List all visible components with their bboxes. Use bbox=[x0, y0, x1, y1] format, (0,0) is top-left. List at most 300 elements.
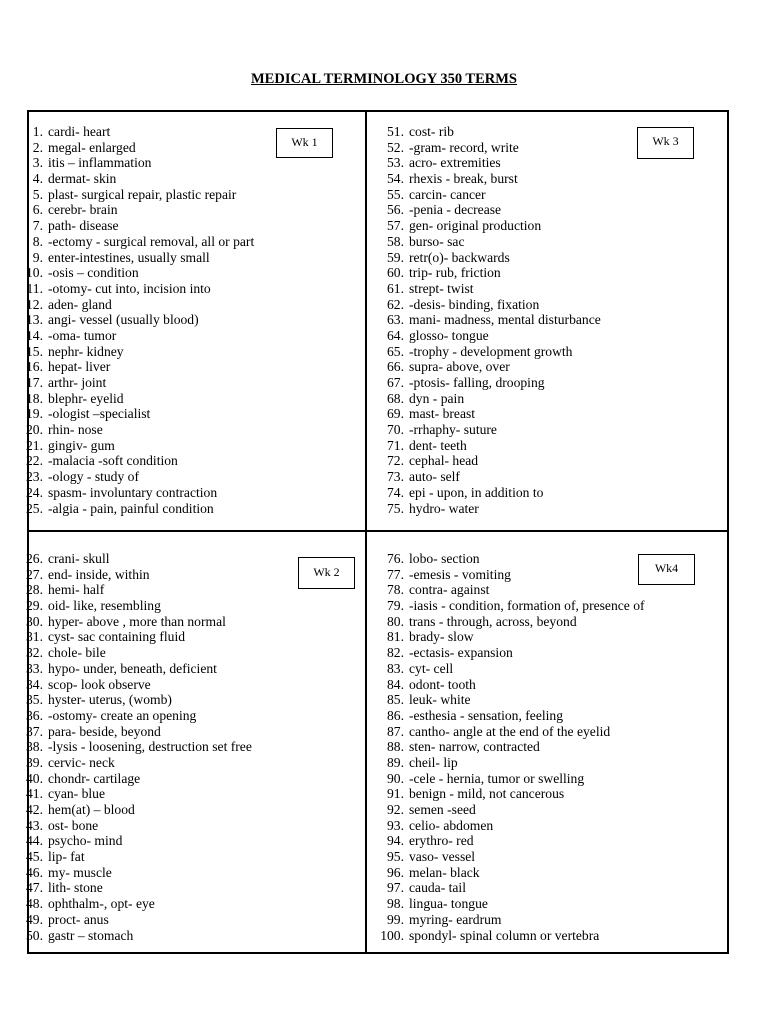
term-text: -algia - pain, painful condition bbox=[48, 500, 214, 516]
term-item bbox=[380, 187, 601, 203]
term-item bbox=[19, 187, 254, 203]
term-text: sten- narrow, contracted bbox=[409, 739, 540, 755]
term-number: 90. bbox=[387, 770, 404, 786]
term-item bbox=[19, 645, 252, 661]
term-number: 91. bbox=[387, 786, 404, 802]
term-number: 12. bbox=[26, 296, 43, 312]
term-text: hydro- water bbox=[409, 500, 479, 516]
term-item bbox=[19, 312, 254, 328]
term-number: 65. bbox=[387, 343, 404, 359]
term-text: hepat- liver bbox=[48, 359, 111, 375]
term-number: 25. bbox=[26, 500, 43, 516]
term-item bbox=[380, 645, 645, 661]
term-item bbox=[380, 438, 601, 454]
term-item bbox=[19, 849, 252, 865]
term-item bbox=[19, 786, 252, 802]
term-text: cauda- tail bbox=[409, 880, 466, 896]
term-item bbox=[19, 912, 252, 928]
term-item bbox=[19, 140, 254, 156]
term-number: 79. bbox=[387, 598, 404, 614]
term-text: hemi- half bbox=[48, 582, 105, 598]
term-item bbox=[380, 896, 645, 912]
term-item bbox=[380, 818, 645, 834]
term-text: my- muscle bbox=[48, 864, 112, 880]
term-number: 1. bbox=[32, 124, 43, 139]
term-item bbox=[19, 202, 254, 218]
term-text: cyst- sac containing fluid bbox=[48, 629, 186, 645]
term-number: 88. bbox=[387, 739, 404, 755]
term-list bbox=[19, 124, 254, 516]
term-item bbox=[19, 802, 252, 818]
term-item bbox=[380, 880, 645, 896]
term-text: brady- slow bbox=[409, 629, 474, 645]
term-item bbox=[19, 598, 252, 614]
term-text: cervic- neck bbox=[48, 754, 115, 770]
term-text: cost- rib bbox=[409, 124, 454, 139]
term-item bbox=[380, 629, 645, 645]
term-item bbox=[19, 234, 254, 250]
term-item bbox=[19, 438, 254, 454]
term-number: 97. bbox=[387, 880, 404, 896]
term-text: lip- fat bbox=[48, 849, 85, 865]
quadrant-week-3 bbox=[380, 124, 601, 516]
term-text: -ectomy - surgical removal, all or part bbox=[48, 233, 255, 249]
term-number: 59. bbox=[387, 249, 404, 265]
term-number: 22. bbox=[26, 453, 43, 469]
term-text: vaso- vessel bbox=[409, 849, 476, 865]
term-number: 28. bbox=[26, 582, 43, 598]
term-number: 45. bbox=[26, 849, 43, 865]
term-item bbox=[380, 218, 601, 234]
term-number: 71. bbox=[387, 437, 404, 453]
term-text: acro- extremities bbox=[409, 155, 501, 171]
term-item bbox=[380, 485, 601, 501]
term-item bbox=[19, 422, 254, 438]
term-number: 84. bbox=[387, 676, 404, 692]
term-item bbox=[19, 582, 252, 598]
term-number: 99. bbox=[387, 911, 404, 927]
term-number: 66. bbox=[387, 359, 404, 375]
term-number: 69. bbox=[387, 406, 404, 422]
term-number: 26. bbox=[26, 551, 43, 566]
term-number: 17. bbox=[26, 375, 43, 390]
term-text: -ptosis- falling, drooping bbox=[409, 375, 545, 390]
term-item bbox=[380, 551, 645, 567]
term-text: -ology - study of bbox=[48, 469, 139, 485]
term-number: 8. bbox=[32, 233, 43, 249]
term-number: 21. bbox=[26, 437, 43, 453]
term-item bbox=[380, 501, 601, 517]
term-item bbox=[380, 375, 601, 391]
term-text: -oma- tumor bbox=[48, 327, 117, 343]
term-item bbox=[19, 469, 254, 485]
term-text: -rrhaphy- suture bbox=[409, 422, 497, 438]
term-text: hypo- under, beneath, deficient bbox=[48, 660, 217, 676]
term-number: 2. bbox=[32, 139, 43, 155]
quadrant-week-1 bbox=[19, 124, 254, 516]
term-text: gastr – stomach bbox=[48, 927, 134, 943]
term-text: aden- gland bbox=[48, 296, 112, 312]
term-item bbox=[19, 739, 252, 755]
term-item bbox=[380, 265, 601, 281]
term-item bbox=[380, 771, 645, 787]
term-number: 92. bbox=[387, 802, 404, 817]
term-number: 68. bbox=[387, 390, 404, 406]
term-text: blephr- eyelid bbox=[48, 390, 124, 406]
term-text: cephal- head bbox=[409, 453, 479, 469]
term-item bbox=[19, 928, 252, 944]
term-item bbox=[19, 708, 252, 724]
term-number: 76. bbox=[387, 551, 404, 566]
term-item bbox=[19, 896, 252, 912]
term-number: 40. bbox=[26, 770, 43, 786]
term-item bbox=[19, 391, 254, 407]
term-item bbox=[380, 155, 601, 171]
term-text: rhin- nose bbox=[48, 422, 103, 438]
term-number: 75. bbox=[387, 500, 404, 516]
term-item bbox=[19, 265, 254, 281]
term-number: 37. bbox=[26, 723, 43, 739]
term-text: proct- anus bbox=[48, 911, 109, 927]
term-text: burso- sac bbox=[409, 233, 465, 249]
term-number: 55. bbox=[387, 186, 404, 202]
term-text: carcin- cancer bbox=[409, 186, 486, 202]
term-text: -lysis - loosening, destruction set free bbox=[48, 739, 252, 755]
term-item bbox=[380, 598, 645, 614]
term-text: crani- skull bbox=[48, 551, 110, 566]
term-number: 52. bbox=[387, 139, 404, 155]
term-number: 54. bbox=[387, 171, 404, 187]
term-number: 78. bbox=[387, 582, 404, 598]
term-number: 16. bbox=[26, 359, 43, 375]
term-item bbox=[19, 755, 252, 771]
term-text: oid- like, resembling bbox=[48, 598, 161, 614]
term-number: 58. bbox=[387, 233, 404, 249]
term-item bbox=[19, 453, 254, 469]
term-number: 35. bbox=[26, 692, 43, 708]
term-number: 44. bbox=[26, 833, 43, 849]
term-number: 57. bbox=[387, 218, 404, 234]
week-label-box: Wk4 bbox=[638, 554, 695, 585]
term-text: -gram- record, write bbox=[409, 139, 519, 155]
term-text: contra- against bbox=[409, 582, 490, 598]
term-number: 6. bbox=[32, 202, 43, 218]
term-text: para- beside, beyond bbox=[48, 723, 161, 739]
term-number: 9. bbox=[32, 249, 43, 265]
quadrant-week-4 bbox=[380, 551, 645, 943]
term-item bbox=[19, 692, 252, 708]
term-item bbox=[19, 297, 254, 313]
term-text: chondr- cartilage bbox=[48, 770, 141, 786]
term-text: glosso- tongue bbox=[409, 327, 489, 343]
term-item bbox=[380, 422, 601, 438]
term-text: mast- breast bbox=[409, 406, 476, 422]
term-item bbox=[19, 724, 252, 740]
column-divider bbox=[365, 110, 367, 954]
term-number: 13. bbox=[26, 312, 43, 328]
term-text: cyt- cell bbox=[409, 660, 454, 676]
term-item bbox=[19, 818, 252, 834]
week-label-box: Wk 1 bbox=[276, 128, 333, 158]
term-item bbox=[380, 344, 601, 360]
term-text: itis – inflammation bbox=[48, 155, 152, 171]
term-text: psycho- mind bbox=[48, 833, 123, 849]
term-text: epi - upon, in addition to bbox=[409, 484, 544, 500]
term-text: strept- twist bbox=[409, 280, 474, 296]
term-item bbox=[380, 567, 645, 583]
term-number: 61. bbox=[387, 280, 404, 296]
term-text: -cele - hernia, tumor or swelling bbox=[409, 770, 585, 786]
term-text: -esthesia - sensation, feeling bbox=[409, 707, 564, 723]
term-item bbox=[380, 661, 645, 677]
term-text: hyster- uterus, (womb) bbox=[48, 692, 172, 708]
term-text: megal- enlarged bbox=[48, 139, 136, 155]
term-text: nephr- kidney bbox=[48, 343, 124, 359]
term-number: 60. bbox=[387, 265, 404, 281]
term-item bbox=[19, 614, 252, 630]
term-number: 36. bbox=[26, 707, 43, 723]
term-item bbox=[380, 124, 601, 140]
term-text: semen -seed bbox=[409, 802, 476, 817]
term-text: spasm- involuntary contraction bbox=[48, 484, 218, 500]
term-item bbox=[19, 359, 254, 375]
term-number: 33. bbox=[26, 660, 43, 676]
term-number: 64. bbox=[387, 327, 404, 343]
term-text: -desis- binding, fixation bbox=[409, 296, 540, 312]
term-item bbox=[19, 124, 254, 140]
term-number: 30. bbox=[26, 613, 43, 629]
term-text: lingua- tongue bbox=[409, 896, 488, 912]
term-item bbox=[380, 849, 645, 865]
term-text: -ectasis- expansion bbox=[409, 645, 513, 661]
term-item bbox=[19, 880, 252, 896]
term-item bbox=[19, 281, 254, 297]
term-item bbox=[380, 912, 645, 928]
term-item bbox=[19, 833, 252, 849]
term-number: 83. bbox=[387, 660, 404, 676]
term-text: dyn - pain bbox=[409, 390, 465, 406]
term-number: 23. bbox=[26, 469, 43, 485]
term-number: 48. bbox=[26, 896, 43, 912]
term-text: trans - through, across, beyond bbox=[409, 613, 577, 629]
term-text: angi- vessel (usually blood) bbox=[48, 312, 199, 328]
term-text: -ostomy- create an opening bbox=[48, 707, 197, 723]
term-text: scop- look observe bbox=[48, 676, 151, 692]
term-number: 100. bbox=[380, 927, 404, 943]
term-item bbox=[19, 171, 254, 187]
term-number: 96. bbox=[387, 864, 404, 880]
term-text: melan- black bbox=[409, 864, 480, 880]
term-text: chole- bile bbox=[48, 645, 106, 661]
term-text: enter-intestines, usually small bbox=[48, 249, 210, 265]
term-item bbox=[380, 469, 601, 485]
term-text: leuk- white bbox=[409, 692, 471, 708]
term-list bbox=[380, 124, 601, 516]
term-number: 70. bbox=[387, 422, 404, 438]
term-number: 74. bbox=[387, 484, 404, 500]
term-text: trip- rub, friction bbox=[409, 265, 501, 281]
term-text: gen- original production bbox=[409, 218, 542, 234]
term-item bbox=[380, 786, 645, 802]
term-text: ophthalm-, opt- eye bbox=[48, 896, 155, 912]
term-number: 80. bbox=[387, 613, 404, 629]
term-item bbox=[380, 928, 645, 944]
term-number: 38. bbox=[26, 739, 43, 755]
term-number: 73. bbox=[387, 469, 404, 485]
term-number: 19. bbox=[26, 406, 43, 422]
term-text: -ologist –specialist bbox=[48, 406, 151, 422]
term-text: -trophy - development growth bbox=[409, 343, 573, 359]
term-number: 56. bbox=[387, 202, 404, 218]
term-text: supra- above, over bbox=[409, 359, 510, 375]
term-number: 24. bbox=[26, 484, 43, 500]
term-item bbox=[19, 375, 254, 391]
term-number: 14. bbox=[26, 327, 43, 343]
term-number: 3. bbox=[32, 155, 43, 171]
term-number: 39. bbox=[26, 754, 43, 770]
term-item bbox=[19, 406, 254, 422]
term-item bbox=[380, 755, 645, 771]
term-item bbox=[19, 218, 254, 234]
term-text: cantho- angle at the end of the eyelid bbox=[409, 723, 611, 739]
term-number: 62. bbox=[387, 296, 404, 312]
term-number: 86. bbox=[387, 707, 404, 723]
term-text: dermat- skin bbox=[48, 171, 117, 187]
term-text: benign - mild, not cancerous bbox=[409, 786, 565, 802]
term-text: cerebr- brain bbox=[48, 202, 118, 218]
term-item bbox=[380, 677, 645, 693]
term-text: odont- tooth bbox=[409, 676, 476, 692]
term-item bbox=[19, 865, 252, 881]
term-number: 63. bbox=[387, 312, 404, 328]
term-text: hem(at) – blood bbox=[48, 802, 135, 817]
term-item bbox=[380, 171, 601, 187]
term-item bbox=[380, 250, 601, 266]
term-number: 47. bbox=[26, 880, 43, 896]
term-text: -emesis - vomiting bbox=[409, 566, 511, 582]
term-number: 53. bbox=[387, 155, 404, 171]
term-number: 94. bbox=[387, 833, 404, 849]
term-item bbox=[380, 391, 601, 407]
quadrant-week-2 bbox=[19, 551, 252, 943]
term-text: retr(o)- backwards bbox=[409, 249, 510, 265]
term-item bbox=[380, 140, 601, 156]
term-item bbox=[380, 312, 601, 328]
term-text: auto- self bbox=[409, 469, 460, 485]
term-number: 43. bbox=[26, 817, 43, 833]
term-text: path- disease bbox=[48, 218, 119, 234]
term-item bbox=[380, 739, 645, 755]
term-text: spondyl- spinal column or vertebra bbox=[409, 927, 600, 943]
term-item bbox=[19, 629, 252, 645]
term-number: 49. bbox=[26, 911, 43, 927]
term-text: -malacia -soft condition bbox=[48, 453, 178, 469]
term-number: 32. bbox=[26, 645, 43, 661]
term-number: 5. bbox=[32, 186, 43, 202]
row-divider bbox=[27, 530, 729, 532]
term-text: -iasis - condition, formation of, presence of bbox=[409, 598, 645, 614]
term-number: 89. bbox=[387, 754, 404, 770]
term-item bbox=[380, 202, 601, 218]
term-number: 20. bbox=[26, 422, 43, 438]
term-text: -penia - decrease bbox=[409, 202, 502, 218]
term-text: -otomy- cut into, incision into bbox=[48, 280, 211, 296]
term-text: hyper- above , more than normal bbox=[48, 613, 226, 629]
term-list bbox=[380, 551, 645, 943]
term-text: end- inside, within bbox=[48, 566, 150, 582]
term-item bbox=[380, 708, 645, 724]
term-item bbox=[380, 281, 601, 297]
week-label-box: Wk 3 bbox=[637, 127, 694, 159]
term-item bbox=[19, 501, 254, 517]
term-number: 51. bbox=[387, 124, 404, 139]
term-item bbox=[19, 771, 252, 787]
term-number: 7. bbox=[32, 218, 43, 234]
term-number: 41. bbox=[26, 786, 43, 802]
term-number: 11. bbox=[26, 280, 43, 296]
term-item bbox=[380, 328, 601, 344]
term-item bbox=[380, 234, 601, 250]
term-number: 77. bbox=[387, 566, 404, 582]
term-number: 81. bbox=[387, 629, 404, 645]
term-number: 98. bbox=[387, 896, 404, 912]
term-number: 34. bbox=[26, 676, 43, 692]
term-text: arthr- joint bbox=[48, 375, 107, 390]
term-text: celio- abdomen bbox=[409, 817, 494, 833]
term-item bbox=[19, 155, 254, 171]
term-item bbox=[380, 724, 645, 740]
term-text: myring- eardrum bbox=[409, 911, 502, 927]
term-item bbox=[380, 582, 645, 598]
term-number: 4. bbox=[32, 171, 43, 187]
page-title: MEDICAL TERMINOLOGY 350 TERMS bbox=[250, 71, 517, 87]
term-text: rhexis - break, burst bbox=[409, 171, 518, 187]
term-item bbox=[380, 802, 645, 818]
term-text: cardi- heart bbox=[48, 124, 111, 139]
term-number: 42. bbox=[26, 802, 43, 817]
term-item bbox=[380, 865, 645, 881]
term-item bbox=[380, 453, 601, 469]
term-item bbox=[19, 551, 252, 567]
term-item bbox=[380, 359, 601, 375]
term-number: 72. bbox=[387, 453, 404, 469]
term-item bbox=[19, 344, 254, 360]
term-item bbox=[380, 614, 645, 630]
term-text: lith- stone bbox=[48, 880, 103, 896]
term-number: 85. bbox=[387, 692, 404, 708]
term-item bbox=[19, 567, 252, 583]
term-number: 10. bbox=[26, 265, 43, 281]
term-number: 29. bbox=[26, 598, 43, 614]
term-number: 31. bbox=[26, 629, 43, 645]
term-item bbox=[380, 833, 645, 849]
term-text: dent- teeth bbox=[409, 437, 467, 453]
term-number: 15. bbox=[26, 343, 43, 359]
term-number: 27. bbox=[26, 566, 43, 582]
term-item bbox=[380, 692, 645, 708]
term-text: mani- madness, mental disturbance bbox=[409, 312, 601, 328]
term-text: cheil- lip bbox=[409, 754, 458, 770]
term-text: -osis – condition bbox=[48, 265, 139, 281]
term-item bbox=[19, 677, 252, 693]
term-number: 18. bbox=[26, 390, 43, 406]
term-text: erythro- red bbox=[409, 833, 474, 849]
week-label-box: Wk 2 bbox=[298, 557, 355, 589]
term-number: 95. bbox=[387, 849, 404, 865]
term-number: 67. bbox=[387, 375, 404, 390]
term-text: gingiv- gum bbox=[48, 437, 115, 453]
term-item bbox=[19, 661, 252, 677]
